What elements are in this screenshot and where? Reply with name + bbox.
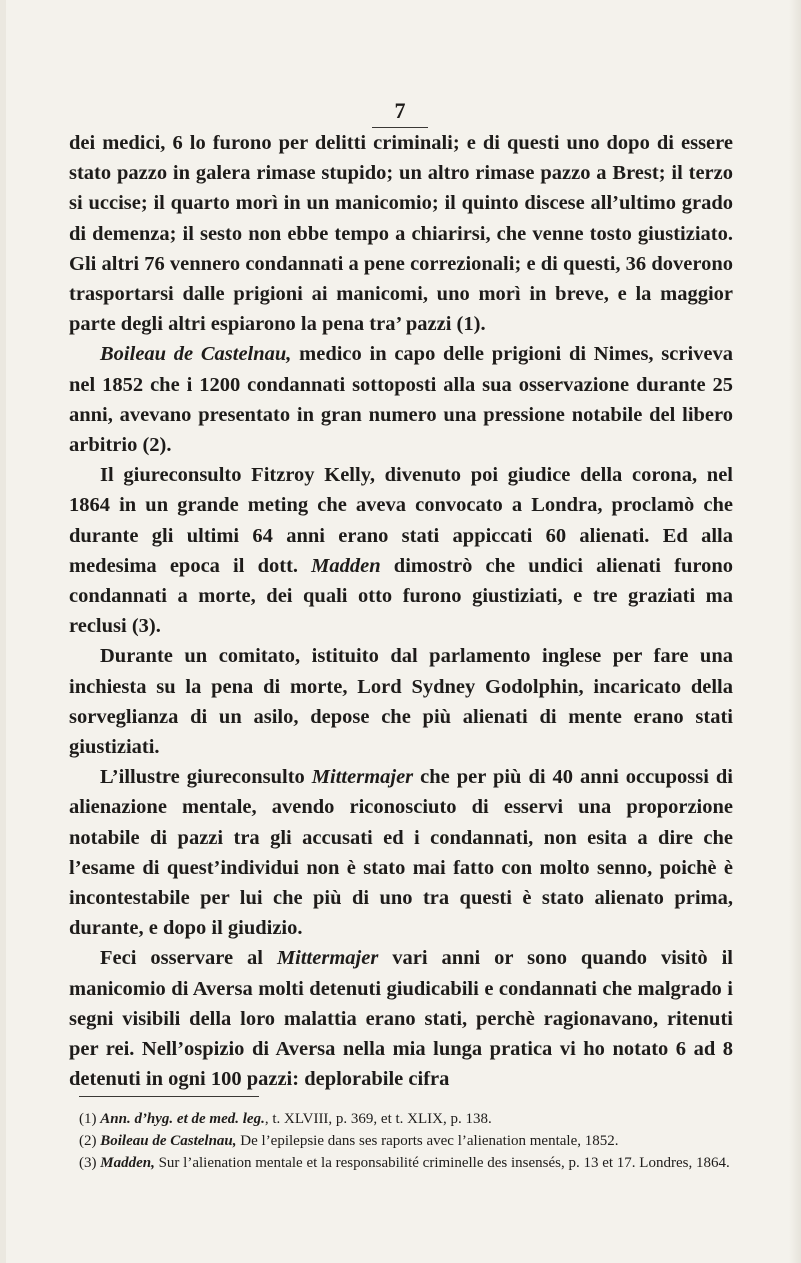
paragraph [69,641,733,762]
italic-text: Boileau de Castelnau, [100,343,292,366]
paragraph [69,762,733,943]
text-run: L’illustre giureconsulto [100,766,312,789]
text-run: (2) [79,1133,101,1149]
text-run: (1) [79,1111,101,1127]
text-run: Il giureconsulto Fitzroy Kelly, divenuto poi giudice della corona, nel 1864 in un grande meting che aveva convocato a Londra, proclamò che durante gli ultimi 64 anni erano stati appiccati 60 alienati. Ed alla medesima epoca il dott. [69,464,733,577]
footnotes [79,1108,731,1174]
paragraph [69,943,733,1094]
italic-text: Mittermajer [276,947,379,970]
page-edge-right [789,0,801,1263]
page-number: 7 [394,98,406,123]
paragraph [69,128,733,339]
italic-text: Boileau de Castelnau, [100,1133,237,1149]
text-run: vari anni or sono quando visitò il manicomio di Aversa molti detenuti giudicabili e condannati che malgrado i segni visibili della loro malattia erano stati, perchè ragionavano, ritenuti per rei. Nell’ospizio di Aversa nella mia lunga pratica vi ho notato 6 ad 8 detenuti in ogni 100 pazzi: deplorabile cifra [69,947,734,1091]
body-text [69,128,733,1095]
italic-text: Mittermajer [311,766,414,789]
paragraph [69,339,733,460]
text-run: dei medici, 6 lo furono per delitti criminali; e di questi uno dopo di essere stato pazzo in galera rimase stupido; un altro rimase pazzo a Brest; il terzo si uccise; il quarto morì in un manicomio; il quinto discese all’ultimo grado di demenza; il sesto non ebbe tempo a chiarirsi, che venne tosto giustiziato. Gli altri 76 vennero condannati a pene correzionali; e di questi, 36 doverono trasportarsi dalle prigioni ai manicomi, uno morì in breve, e la maggior parte degli altri espiarono la pena tra’ pazzi (1). [69,132,733,336]
text-run: dimostrò che undici alienati furono condannati a morte, dei quali otto furono giustiziati, e tre graziati ma reclusi (3). [69,554,733,638]
italic-text: Madden, [100,1155,155,1171]
text-run: Durante un comitato, istituito dal parlamento inglese per fare una inchiesta su la pena di morte, Lord Sydney Godolphin, incaricato della sorveglianza di un asilo, depose che più alienati di mente erano stati giustiziati. [69,645,733,759]
text-run: Feci osservare al [100,947,277,970]
text-run: medico in capo delle prigioni di Nimes, scriveva nel 1852 che i 1200 condannati sottoposti alla sua osservazione durante 25 anni, avevano presentato in gran numero una pressione notabile del libero arbitrio (2). [69,343,734,457]
footnote [79,1130,731,1152]
text-run: che per più di 40 anni occupossi di alienazione mentale, avendo riconosciuto di esservi una proporzione notabile di pazzi tra gli accusati ed i condannati, non esita a dire che l’esame di quest’individui non è stato mai fatto con molto senno, poichè è incontestabile per lui che più di uno tra questi è stato alienato prima, durante, e dopo il giudizio. [69,766,733,940]
text-run: (3) [79,1155,101,1171]
page-edge-left [0,0,6,1263]
paragraph [69,460,733,641]
italic-text: Madden [311,554,381,577]
footnote-rule [79,1096,259,1097]
footnote [79,1152,731,1174]
footnote [79,1108,731,1130]
text-run: De l’epilepsie dans ses raports avec l’alienation mentale, 1852. [236,1133,619,1149]
text-run: , t. XLVIII, p. 369, et t. XLIX, p. 138. [264,1111,492,1127]
italic-text: Ann. d’hyg. et de med. leg. [100,1111,265,1127]
text-run: Sur l’alienation mentale et la responsabilité criminelle des insensés, p. 13 et 17. Londres, 1864. [154,1155,730,1171]
